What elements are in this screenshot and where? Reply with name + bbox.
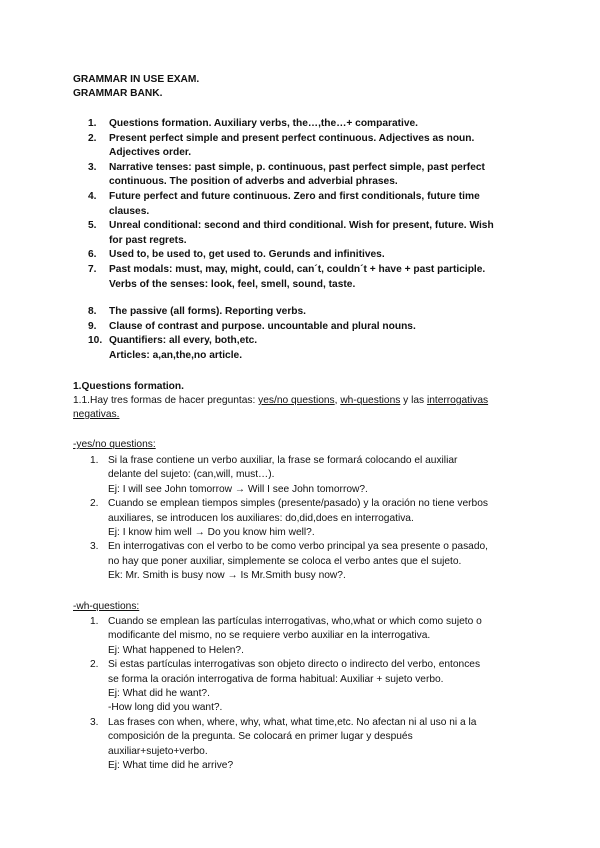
bank-item: 8. The passive (all forms). Reporting verbs.: [88, 306, 307, 318]
bank-item: 3. Narrative tenses: past simple, p. continuous, past perfect simple, past perfect continuous. The position of adverbs and adverbial phrases.: [88, 161, 485, 188]
list-item: 2. Cuando se emplean tiempos simples (presente/pasado) y la oración no tiene verbos auxiliares, se introducen los auxiliares: do,did,does en interrogativa. Ej: I know him well → Do you know him well?.: [90, 498, 488, 539]
list-item: 3. En interrogativas con el verbo to be como verbo principal ya sea presente o pasado, no hay que poner auxiliar, simplemente se coloca el verbo antes que el sujeto. Ek: Mr. Smith is busy now → Is Mr.Smith busy now?.: [90, 541, 488, 582]
wh-heading: -wh-questions:: [73, 601, 140, 612]
wh-questions-link: wh-questions: [340, 395, 401, 406]
bank-item: 10. Quantifiers: all every, both,etc. Articles: a,an,the,no article.: [88, 335, 258, 361]
bank-item: 7. Past modals: must, may, might, could, can´t, couldn´t + have + past participle. Verbs of the senses: look, feel, smell, sound, taste.: [88, 263, 486, 290]
list-item: 3. Las frases con when, where, why, what, what time,etc. No afectan ni al uso ni a la composición de la pregunta. Se colocará en primer lugar y después auxiliar+sujeto+verbo. Ej: What time did he arrive?: [90, 716, 477, 772]
exam-title: GRAMMAR IN USE EXAM.: [73, 74, 200, 85]
yes-no-list: [90, 454, 528, 584]
list-item: 1. Si la frase contiene un verbo auxiliar, la frase se formará colocando el auxiliar delante del sujeto: (can,will, must…). Ej: I will see John tomorrow → Will I see John tomorrow?.: [90, 455, 458, 495]
section-1: 1.Questions formation. 1.1.Hay tres formas de hacer preguntas: yes/no questions, wh-questions y las interrogativas negativas.: [73, 380, 533, 422]
spacer: [109, 292, 529, 305]
section-intro: 1.1.Hay tres formas de hacer preguntas: yes/no questions, wh-questions y las interrogativas: [73, 395, 489, 406]
bank-item: 1. Questions formation. Auxiliary verbs, the…,the…+ comparative.: [88, 118, 419, 129]
bank-item: 5. Unreal conditional: second and third conditional. Wish for present, future. Wish for past regrets.: [88, 220, 494, 246]
bank-item: 4. Future perfect and future continuous. Zero and first conditionals, future time clauses.: [88, 190, 480, 217]
document-header: [73, 73, 199, 101]
list-item: 2. Si estas partículas interrogativas son objeto directo o indirecto del verbo, entonces se forma la oración interrogativa de forma habitual: Auxiliar + sujeto verbo. Ej: What did he want?. -How long did you want?.: [90, 659, 481, 714]
yes-no-heading: -yes/no questions:: [73, 439, 156, 450]
bank-title: GRAMMAR BANK.: [73, 88, 163, 99]
wh-list: [90, 615, 528, 773]
bank-item: 9. Clause of contrast and purpose. uncountable and plural nouns.: [88, 320, 416, 332]
grammar-bank-list: [88, 117, 529, 364]
section-title: 1.Questions formation.: [73, 381, 184, 392]
bank-item: 6. Used to, be used to, get used to. Gerunds and infinitives.: [88, 249, 385, 261]
negative-questions-link: interrogativas: [426, 395, 489, 406]
bank-item: 2. Present perfect simple and present perfect continuous. Adjectives as noun. Adjectives order.: [88, 132, 475, 159]
list-item: 1. Cuando se emplean las partículas interrogativas, who,what or which como sujeto o modificante del mismo, no se requiere verbo auxiliar en la interrogativa. Ej: What happened to Helen?.: [90, 616, 482, 656]
yes-no-questions-link: yes/no questions: [258, 395, 335, 406]
